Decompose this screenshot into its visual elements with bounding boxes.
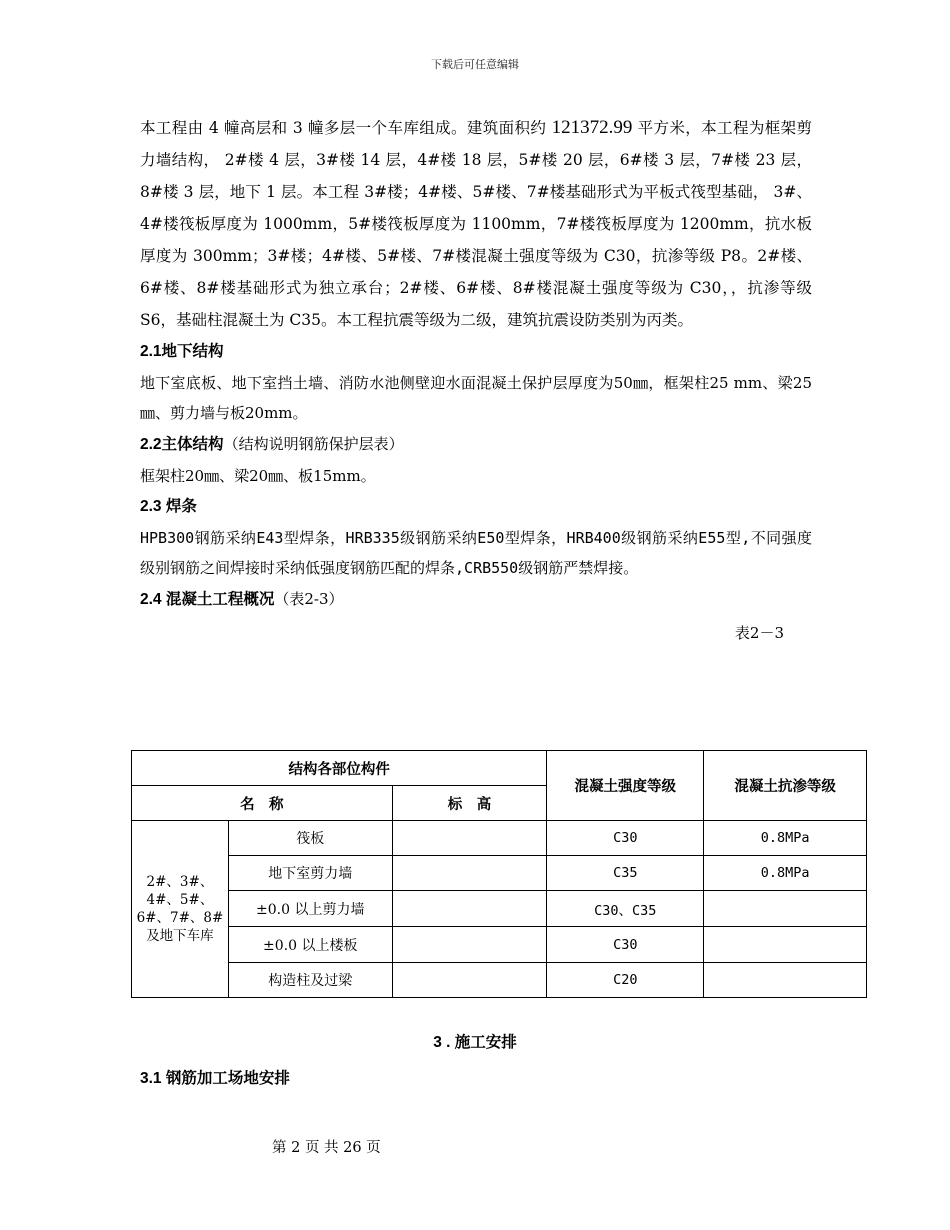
section-2-2-title-note: （结构说明钢筋保护层表） bbox=[223, 435, 404, 453]
building-area-value: 121372.99 bbox=[551, 117, 633, 138]
table-row bbox=[132, 891, 867, 927]
section-2-3-title: 2.3 焊条 bbox=[140, 498, 197, 515]
elevation-cell bbox=[392, 856, 547, 891]
section-2-4-title-note: （表2-3） bbox=[274, 590, 344, 608]
strength-cell: C30、C35 bbox=[547, 891, 704, 927]
strength-cell: C35 bbox=[547, 856, 704, 891]
anti-seepage-cell bbox=[704, 963, 867, 998]
anti-seepage-cell: 0.8MPa bbox=[704, 821, 867, 856]
page-footer: 第 2 页 共 26 页 bbox=[272, 1140, 381, 1156]
header-anti-seepage-cell: 混凝土抗渗等级 bbox=[704, 751, 867, 821]
strength-cell: C30 bbox=[547, 927, 704, 963]
section-2-3-text: HPB300钢筋采纳E43型焊条，HRB335级钢筋采纳E50型焊条，HRB400级钢筋采纳E55型,不同强度级别钢筋之间焊接时采纳低强度钢筋匹配的焊条,CRB550级钢筋严禁焊接。 bbox=[140, 529, 812, 577]
section-2-2-title-text: 2.2主体结构 bbox=[140, 436, 224, 453]
table-row bbox=[132, 927, 867, 963]
document-body bbox=[140, 112, 812, 650]
elevation-cell bbox=[392, 927, 547, 963]
section-3-1-title: 3.1 钢筋加工场地安排 bbox=[140, 1070, 290, 1087]
strength-cell: C30 bbox=[547, 821, 704, 856]
elevation-cell bbox=[392, 891, 547, 927]
section-2-1-text: 地下室底板、地下室挡土墙、消防水池侧壁迎水面混凝土保护层厚度为50㎜，框架柱25 mm、梁25㎜、剪力墙与板20mm。 bbox=[140, 374, 812, 422]
section-2-2-text: 框架柱20㎜、梁20㎜、板15mm。 bbox=[140, 467, 376, 485]
elevation-cell bbox=[392, 821, 547, 856]
section-2-2-title bbox=[140, 428, 812, 461]
table-caption: 表2－3 bbox=[734, 624, 784, 642]
section-2-4-title-text: 2.4 混凝土工程概况 bbox=[140, 591, 275, 608]
intro-text-b: 平方米，本工程为框架剪力墙结构， 2#楼 4 层，3#楼 14 层，4#楼 18 层，5#楼 20 层，6#楼 3 层，7#楼 23 层，8#楼 3 层，地下 1 层。本工程 3#楼；4#楼、5#楼、7#楼基础形式为平板式筏型基础， 3#、4#楼筏板厚度为 1000mm，5#楼筏板厚度为 1100mm，7#楼筏板厚度为 1200mm，抗水板厚度为 300mm；3#楼；4#楼、5#楼、7#楼混凝土强度等级为 C30，抗渗等级 P8。2#楼、6#楼、8#楼基础形式为独立承台；2#楼、6#楼、8#楼混凝土强度等级为 C30，，抗渗等级 S6，基础柱混凝土为 C35。本工程抗震等级为二级，建筑抗震设防类别为丙类。 bbox=[140, 119, 812, 329]
strength-cell: C20 bbox=[547, 963, 704, 998]
component-name-cell: 筏板 bbox=[228, 821, 392, 856]
component-name-cell: 地下室剪力墙 bbox=[228, 856, 392, 891]
page-header: 下载后可任意编辑 bbox=[431, 58, 519, 71]
component-name-cell: 构造柱及过梁 bbox=[228, 963, 392, 998]
header-strength-cell: 混凝土强度等级 bbox=[547, 751, 704, 821]
anti-seepage-cell bbox=[704, 891, 867, 927]
building-group-cell: 2#、3#、4#、5#、6#、7#、8#及地下车库 bbox=[132, 821, 229, 998]
anti-seepage-cell: 0.8MPa bbox=[704, 856, 867, 891]
concrete-spec-table bbox=[131, 750, 867, 998]
component-name-cell: ±0.0 以上楼板 bbox=[228, 927, 392, 963]
table-row bbox=[132, 963, 867, 998]
table-row bbox=[132, 856, 867, 891]
section-2-4-title bbox=[140, 583, 812, 616]
header-name-cell: 名 称 bbox=[132, 786, 393, 821]
header-group-cell: 结构各部位构件 bbox=[132, 751, 547, 786]
table-row bbox=[132, 821, 867, 856]
chapter-3-title: 3 . 施工安排 bbox=[433, 1034, 517, 1051]
header-elevation-cell: 标 高 bbox=[392, 786, 547, 821]
component-name-cell: ±0.0 以上剪力墙 bbox=[228, 891, 392, 927]
section-2-1-title: 2.1地下结构 bbox=[140, 343, 224, 360]
intro-text-a: 本工程由 4 幢高层和 3 幢多层一个车库组成。建筑面积约 bbox=[140, 119, 552, 137]
intro-paragraph bbox=[140, 112, 812, 336]
elevation-cell bbox=[392, 963, 547, 998]
anti-seepage-cell bbox=[704, 927, 867, 963]
